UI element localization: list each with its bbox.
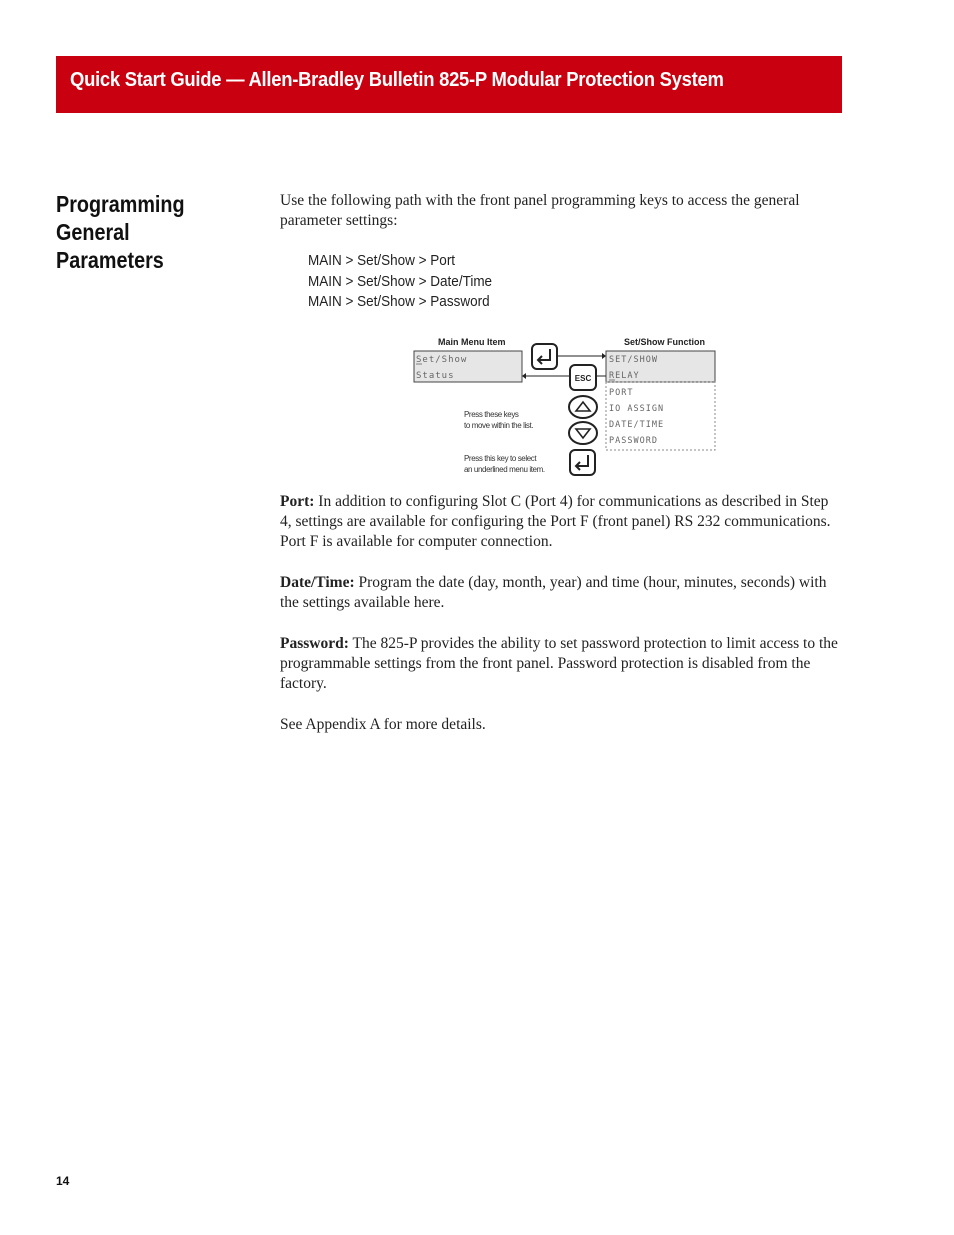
menu-path-password: MAIN > Set/Show > Password bbox=[308, 293, 490, 310]
menu-path-datetime: MAIN > Set/Show > Date/Time bbox=[308, 272, 493, 290]
setshow-item: PORT bbox=[609, 388, 634, 398]
esc-key-icon bbox=[570, 365, 596, 390]
section-heading-line: Programming bbox=[56, 191, 185, 217]
main-menu-item-setshow: Set/Show bbox=[416, 355, 468, 365]
port-label: Port: bbox=[280, 493, 315, 510]
password-paragraph bbox=[280, 634, 840, 695]
datetime-paragraph bbox=[280, 573, 840, 613]
port-text: In addition to configuring Slot C (Port 4) for communications as described in Step 4, settings are available for configuring the Port F (front panel) RS 232 communications. Port F is available for computer connection. bbox=[280, 493, 831, 551]
section-heading-line: General bbox=[56, 219, 130, 245]
enter-key-icon bbox=[532, 344, 557, 369]
menu-path-list bbox=[308, 251, 578, 313]
page-number: 14 bbox=[56, 1174, 70, 1188]
header-banner bbox=[56, 56, 842, 113]
down-arrow-key-icon bbox=[569, 422, 597, 444]
setshow-item: RELAY bbox=[609, 371, 640, 381]
main-menu-title: Main Menu Item bbox=[438, 337, 506, 347]
closing-paragraph: See Appendix A for more details. bbox=[280, 716, 486, 733]
esc-key-label: ESC bbox=[574, 374, 592, 383]
intro-paragraph: Use the following path with the front panel programming keys to access the general parameter settings: bbox=[280, 192, 800, 230]
menu-navigation-figure bbox=[390, 334, 732, 480]
setshow-title: Set/Show Function bbox=[624, 337, 705, 347]
enter-key-icon bbox=[570, 450, 595, 475]
up-arrow-key-icon bbox=[569, 396, 597, 418]
setshow-item: IO ASSIGN bbox=[609, 404, 665, 414]
datetime-label: Date/Time: bbox=[280, 574, 355, 591]
section-heading-line: Parameters bbox=[56, 247, 164, 273]
note-select-line: Press this key to select bbox=[464, 454, 537, 463]
port-paragraph bbox=[280, 492, 840, 553]
setshow-item: PASSWORD bbox=[609, 436, 658, 446]
main-menu-item-status: Status bbox=[416, 371, 455, 381]
document-title: Quick Start Guide — Allen-Bradley Bulletin 825-P Modular Protection System bbox=[70, 68, 724, 91]
password-text: The 825-P provides the ability to set password protection to limit access to the programmable settings from the front panel. Password protection is disabled from the factory. bbox=[280, 635, 838, 693]
note-select-line: an underlined menu item. bbox=[464, 465, 545, 474]
note-move-line: to move within the list. bbox=[464, 421, 534, 430]
section-heading bbox=[56, 190, 219, 274]
note-move-line: Press these keys bbox=[464, 410, 519, 419]
menu-path-port: MAIN > Set/Show > Port bbox=[308, 252, 456, 269]
password-label: Password: bbox=[280, 635, 349, 652]
setshow-item: SET/SHOW bbox=[609, 355, 658, 365]
datetime-text: Program the date (day, month, year) and time (hour, minutes, seconds) with the settings available here. bbox=[280, 574, 827, 612]
setshow-item: DATE/TIME bbox=[609, 420, 665, 430]
